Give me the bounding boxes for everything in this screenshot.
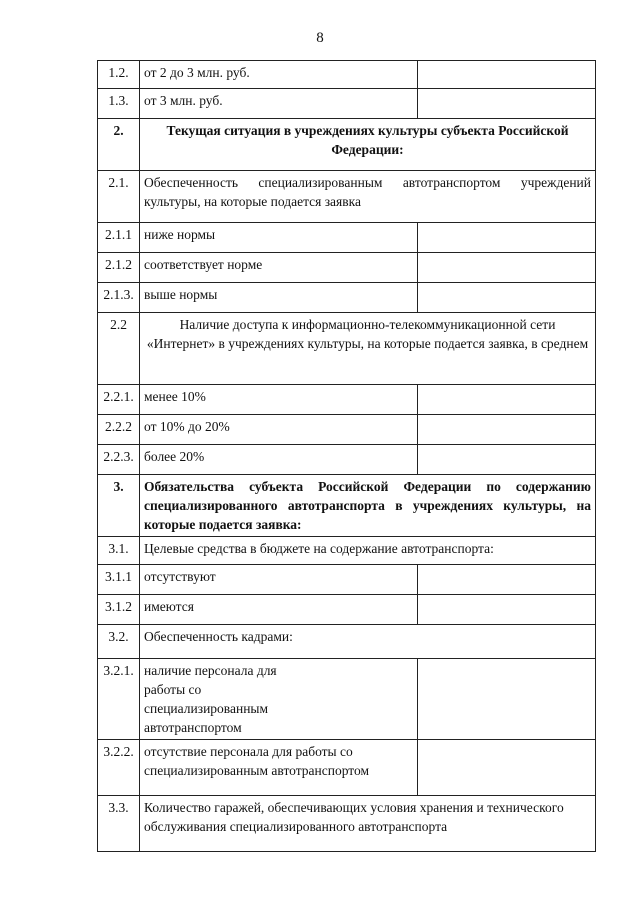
table-row <box>98 565 596 595</box>
table-row <box>98 313 596 385</box>
value-cell[interactable] <box>418 740 596 796</box>
row-number: 2.2 <box>98 313 140 385</box>
row-label: имеются <box>140 595 418 625</box>
row-label: наличие персонала для работы со специализированным автотранспортом <box>140 659 418 740</box>
row-number: 2.2.3. <box>98 445 140 475</box>
section-title: Обязательства субъекта Российской Федерации по содержанию специализированного автотранспорта в учреждениях культуры, на которые подается заявка: <box>140 475 596 537</box>
table-row <box>98 595 596 625</box>
row-number: 3. <box>98 475 140 537</box>
section-title: Текущая ситуация в учреждениях культуры субъекта Российской Федерации: <box>140 119 596 171</box>
form-table <box>97 60 596 852</box>
row-label: отсутствие персонала для работы со специализированным автотранспортом <box>140 740 418 796</box>
row-label: менее 10% <box>140 385 418 415</box>
section-header-row <box>98 475 596 537</box>
row-number: 2.1.3. <box>98 283 140 313</box>
row-label: Наличие доступа к информационно-телекоммуникационной сети «Интернет» в учреждениях культуры, на которые подается заявка, в среднем <box>140 313 596 385</box>
row-label: отсутствуют <box>140 565 418 595</box>
value-cell[interactable] <box>418 445 596 475</box>
value-cell[interactable] <box>418 595 596 625</box>
row-number: 3.3. <box>98 796 140 852</box>
row-number: 2.2.2 <box>98 415 140 445</box>
value-cell[interactable] <box>418 659 596 740</box>
row-number: 3.1.2 <box>98 595 140 625</box>
table-row <box>98 89 596 119</box>
value-cell[interactable] <box>418 565 596 595</box>
value-cell[interactable] <box>418 223 596 253</box>
row-label: соответствует норме <box>140 253 418 283</box>
row-number: 3.1. <box>98 537 140 565</box>
value-cell[interactable] <box>418 283 596 313</box>
value-cell[interactable] <box>418 385 596 415</box>
row-label: ниже нормы <box>140 223 418 253</box>
row-number: 1.3. <box>98 89 140 119</box>
row-number: 2.1.2 <box>98 253 140 283</box>
row-label: Количество гаражей, обеспечивающих условия хранения и технического обслуживания специализированного автотранспорта <box>140 796 596 852</box>
row-label: выше нормы <box>140 283 418 313</box>
table-row <box>98 253 596 283</box>
table-row <box>98 796 596 852</box>
table-row <box>98 740 596 796</box>
row-number: 3.1.1 <box>98 565 140 595</box>
row-number: 3.2.1. <box>98 659 140 740</box>
table-row <box>98 283 596 313</box>
value-cell[interactable] <box>418 89 596 119</box>
table-row <box>98 537 596 565</box>
row-number: 2.1. <box>98 171 140 223</box>
value-cell[interactable] <box>418 61 596 89</box>
row-label: Обеспеченность кадрами: <box>140 625 596 659</box>
row-label: от 2 до 3 млн. руб. <box>140 61 418 89</box>
table-row <box>98 625 596 659</box>
row-number: 3.2. <box>98 625 140 659</box>
page-number: 8 <box>316 30 324 46</box>
value-cell[interactable] <box>418 253 596 283</box>
table-row <box>98 385 596 415</box>
row-label: от 3 млн. руб. <box>140 89 418 119</box>
section-header-row <box>98 119 596 171</box>
row-number: 2. <box>98 119 140 171</box>
table-row <box>98 61 596 89</box>
row-label: Целевые средства в бюджете на содержание автотранспорта: <box>140 537 596 565</box>
row-number: 2.1.1 <box>98 223 140 253</box>
table-row <box>98 659 596 740</box>
table-row <box>98 223 596 253</box>
row-number: 2.2.1. <box>98 385 140 415</box>
row-label: Обеспеченность специализированным автотранспортом учреждений культуры, на которые подается заявка <box>140 171 596 223</box>
table-row <box>98 445 596 475</box>
row-label: более 20% <box>140 445 418 475</box>
table-row <box>98 415 596 445</box>
row-number: 1.2. <box>98 61 140 89</box>
value-cell[interactable] <box>418 415 596 445</box>
row-number: 3.2.2. <box>98 740 140 796</box>
table-row <box>98 171 596 223</box>
row-label: от 10% до 20% <box>140 415 418 445</box>
